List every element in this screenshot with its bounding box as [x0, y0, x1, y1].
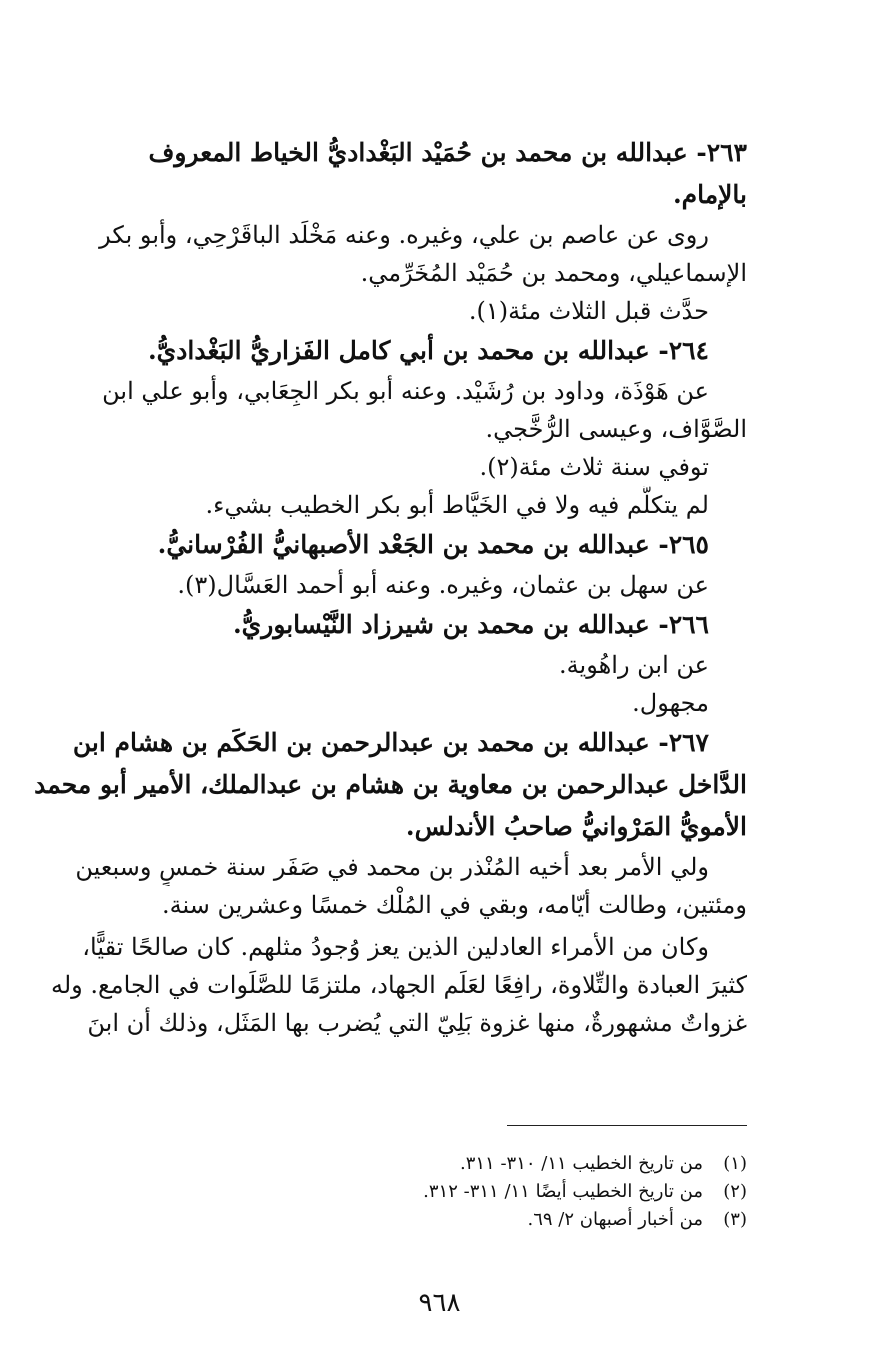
entry-267-heading-end: الأمويُّ المَرْوانيُّ صاحبُ الأندلس. — [405, 812, 747, 841]
footnote-3-number: (٣) — [723, 1209, 747, 1230]
footnote-2-number: (٢) — [723, 1181, 747, 1202]
entry-263-heading: ٢٦٣- عبدالله بن محمد بن حُمَيْد البَغْداديُّ الخياط المعروف — [148, 138, 747, 167]
footnote-3 — [32, 1206, 747, 1234]
footnote-1-text: من تاريخ الخطيب ١١/ ٣١٠- ٣١١. — [459, 1153, 703, 1174]
footnote-1 — [32, 1150, 747, 1178]
entry-264-remark: لم يتكلَّم فيه ولا في الخَيَّاط أبو بكر الخطيب بشيء. — [205, 491, 709, 519]
entry-265-text: عن سهل بن عثمان، وغيره. وعنه أبو أحمد العَسَّال(٣). — [177, 571, 709, 599]
entry-264-death: توفي سنة ثلاث مئة(٢). — [479, 453, 709, 481]
entry-264-heading: ٢٦٤- عبدالله بن محمد بن أبي كامل الفَزاريُّ البَغْداديُّ. — [147, 336, 709, 365]
entry-263-text-cont: الإسماعيلي، ومحمد بن حُمَيْد المُخَرِّمي. — [360, 259, 747, 287]
page-number: ٩٦٨ — [418, 1288, 461, 1318]
footnotes — [32, 1150, 747, 1234]
entry-264-text-cont: الصَّوَّاف، وعيسى الرُّخَّجي. — [485, 415, 747, 443]
entry-265-heading: ٢٦٥- عبدالله بن محمد بن الجَعْد الأصبهانيُّ الفُرْسانيُّ. — [157, 530, 709, 559]
entry-267-para2-end: غزواتٌ مشهورةٌ، منها غزوة بَلِيّ التي يُضرب بها المَثَل، وذلك أن ابنَ — [87, 1009, 747, 1037]
entry-264-text: عن هَوْذَة، وداود بن رُشَيْد. وعنه أبو بكر الجِعَابي، وأبو علي ابن — [102, 377, 709, 405]
entry-267-para2: وكان من الأمراء العادلين الذين يعز وُجودُ مثلهم. كان صالحًا تقيًّا، — [82, 933, 709, 961]
entry-266-status: مجهول. — [632, 689, 709, 717]
entry-266-heading: ٢٦٦- عبدالله بن محمد بن شيرزاد النَّيْسابوريُّ. — [232, 610, 709, 639]
entry-267-heading-cont: الدَّاخل عبدالرحمن بن معاوية بن هشام بن عبدالملك، الأمير أبو محمد — [34, 770, 747, 799]
entry-267-text: ولي الأمر بعد أخيه المُنْذر بن محمد في صَفَر سنة خمسٍ وسبعين — [75, 853, 709, 881]
footnote-1-number: (١) — [723, 1153, 747, 1174]
footnote-2 — [32, 1178, 747, 1206]
entry-267-para2-cont: كثيرَ العبادة والتِّلاوة، رافِعًا لعَلَم الجهاد، ملتزمًا للصَّلَوات في الجامع. وله — [51, 971, 747, 999]
footnote-3-text: من أخبار أصبهان ٢/ ٦٩. — [527, 1209, 703, 1230]
entry-263-note: حدَّث قبل الثلاث مئة(١). — [468, 297, 709, 325]
entry-267-text-cont: ومئتين، وطالت أيّامه، وبقي في المُلْك خمسًا وعشرين سنة. — [162, 891, 747, 919]
footnote-2-text: من تاريخ الخطيب أيضًا ١١/ ٣١١- ٣١٢. — [423, 1181, 703, 1202]
main-text — [32, 132, 747, 1042]
entry-266-text: عن ابن راهُوية. — [559, 651, 709, 679]
footnote-divider — [507, 1125, 747, 1126]
entry-263-text: روى عن عاصم بن علي، وغيره. وعنه مَخْلَد الباقَرْحِي، وأبو بكر — [99, 221, 709, 249]
entry-263-heading-cont: بالإمام. — [672, 180, 747, 209]
entry-267-heading: ٢٦٧- عبدالله بن محمد بن عبدالرحمن بن الحَكَم بن هشام ابن — [72, 728, 709, 757]
